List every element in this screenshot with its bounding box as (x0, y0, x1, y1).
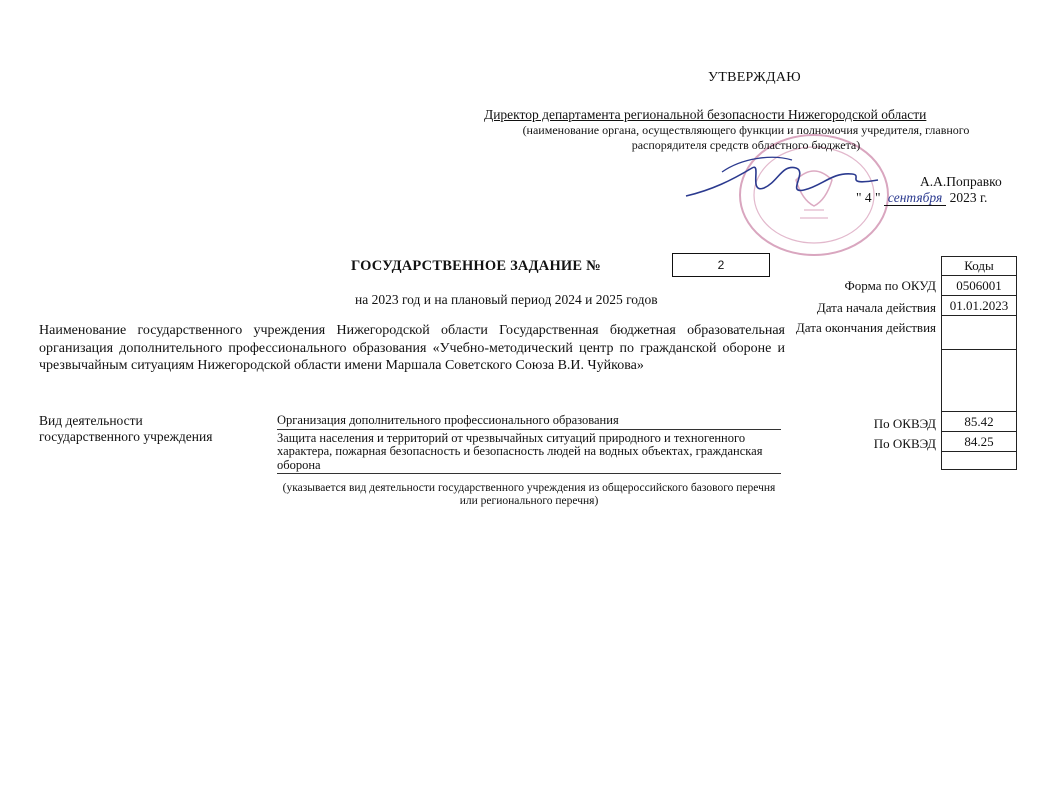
extra-value (942, 452, 1017, 470)
codes-table (941, 256, 1017, 470)
document-period: на 2023 год и на плановый период 2024 и 2025 годов (355, 292, 658, 307)
activity-label-line1: Вид деятельности (39, 413, 143, 428)
date-day: " 4 " (856, 190, 881, 205)
okud-value: 0506001 (942, 276, 1017, 296)
approval-date (856, 190, 987, 206)
approver-note: (наименование органа, осуществляющего функции и полномочия учредителя, главного распорядителя средств областного бюджета) (522, 123, 970, 152)
date-month: сентября (884, 190, 946, 206)
signature (682, 150, 882, 210)
document-title: ГОСУДАРСТВЕННОЕ ЗАДАНИЕ № (351, 258, 601, 274)
activity-note: (указывается вид деятельности государственного учреждения из общероссийского базового перечня или регионального перечня) (282, 482, 776, 507)
okved-label-2: По ОКВЭД (873, 436, 936, 451)
activity-line-1: Организация дополнительного профессионального образования (277, 414, 781, 430)
approver-name: Директор департамента региональной безопасности Нижегородской области (484, 107, 927, 122)
signer-name: А.А.Поправко (920, 174, 1002, 189)
end-date-label: Дата окончания действия (795, 320, 936, 335)
approval-title: УТВЕРЖДАЮ (708, 70, 801, 85)
date-year: 2023 г. (949, 190, 988, 205)
activity-line-2: Защита населения и территорий от чрезвычайных ситуаций природного и техногенного характера, пожарная безопасность и безопасность людей на водных объектах, гражданская оборона (277, 430, 781, 475)
activity-label (39, 413, 212, 445)
start-date-label: Дата начала действия (816, 300, 936, 315)
document-number: 2 (672, 253, 770, 277)
codes-header: Коды (942, 257, 1017, 276)
okud-label: Форма по ОКУД (844, 278, 936, 293)
okved-label-1: По ОКВЭД (873, 416, 936, 431)
start-date-value: 01.01.2023 (942, 296, 1017, 316)
okved-value-2: 84.25 (942, 432, 1017, 452)
okved-value-1: 85.42 (942, 412, 1017, 432)
activity-values (277, 414, 781, 474)
activity-label-line2: государственного учреждения (39, 429, 213, 444)
end-date-value (942, 316, 1017, 350)
blank-cell (942, 350, 1017, 412)
institution-name: Наименование государственного учреждения Нижегородской области Государственная бюджетная образовательная организация дополнительного профессионального образования «Учебно-методический центр по гражданской обороне и чрезвычайным ситуациям Нижегородской области имени Маршала Советского Союза В.И. Чуйкова» (39, 323, 785, 373)
